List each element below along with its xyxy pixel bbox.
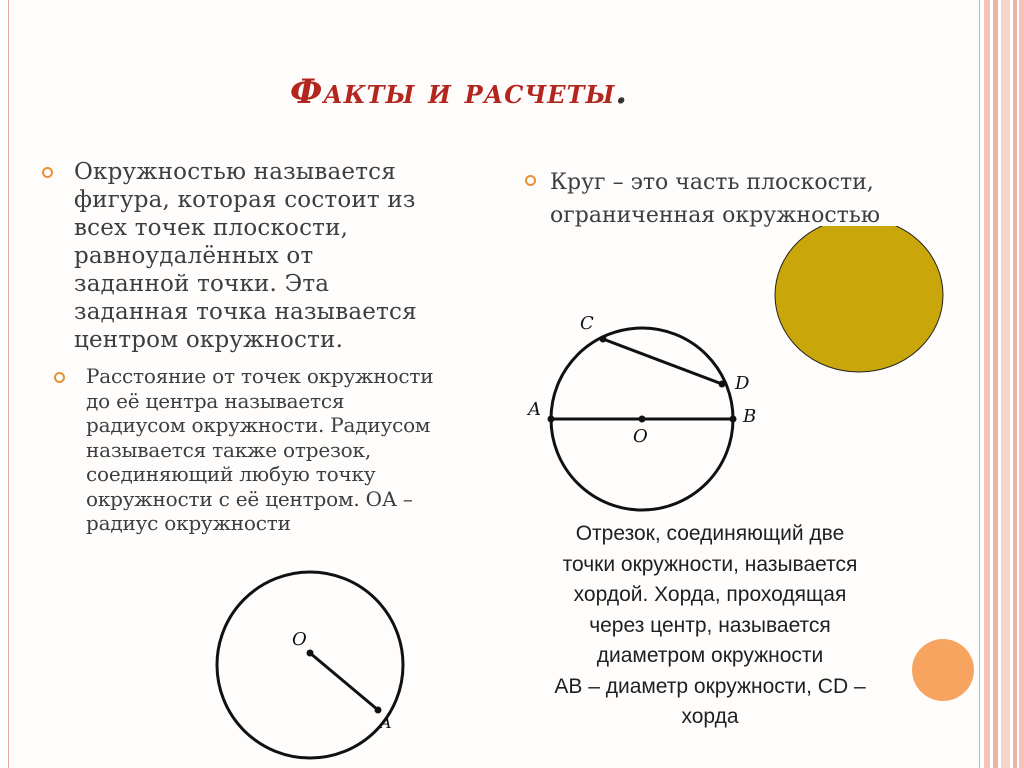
text-line: через центр, называется: [589, 613, 831, 637]
text-line: Круг – это часть плоскости,: [550, 170, 874, 195]
text-line: диаметром окружности: [596, 644, 824, 667]
text-line: точки окружности, называется: [562, 552, 858, 576]
radius-definition: [86, 364, 496, 536]
text-line: фигура, которая состоит из: [74, 187, 416, 213]
text-line: хорда: [681, 705, 739, 728]
text-line: соединяющий любую точку: [86, 462, 376, 486]
label-o: O: [633, 426, 648, 447]
text-line: заданной точки. Эта: [74, 271, 330, 297]
text-line: хордой. Хорда, проходящая: [573, 583, 847, 606]
text-line: равноудалённых от: [74, 243, 314, 269]
text-line: заданная точка называется: [74, 299, 417, 325]
decorative-stripes: [982, 0, 1024, 768]
circle-outline: [217, 572, 403, 758]
filled-disk: [775, 226, 943, 372]
text-line: ограниченная окружностью: [550, 203, 880, 228]
label-o: O: [292, 629, 307, 650]
slide-title: [290, 72, 790, 132]
label-b: B: [743, 406, 757, 427]
label-c: C: [580, 313, 594, 334]
text-line: называется также отрезок,: [86, 437, 371, 462]
decorative-orange-circle: [910, 636, 980, 706]
slide-title-dot: .: [615, 72, 629, 112]
center-o-dot: [307, 650, 314, 657]
chord-cd: [603, 339, 722, 384]
point-b-dot: [730, 416, 737, 423]
text-line: радиусом окружности. Радиусом: [86, 413, 431, 437]
point-a-dot: [548, 416, 555, 423]
point-d-dot: [719, 381, 726, 388]
slide-title-text: Факты и расчеты: [290, 72, 616, 112]
bullet-marker-circle-def: [42, 167, 53, 178]
chord-diameter-diagram: [520, 305, 770, 520]
chord-explanation: [500, 519, 920, 733]
point-c-dot: [600, 336, 607, 343]
text-line: всех точек плоскости,: [74, 215, 349, 241]
text-line: центром окружности.: [74, 327, 344, 353]
bullet-marker-radius-def: [54, 372, 65, 383]
center-o-dot: [639, 416, 646, 423]
text-line: Отрезок, соединяющий две: [575, 522, 845, 545]
text-line: окружности с её центром. ОА –: [86, 486, 413, 511]
label-a: A: [528, 399, 541, 420]
text-line: радиус окружности: [86, 511, 291, 535]
text-line: АВ – диаметр окружности, CD –: [554, 674, 866, 698]
filled-disk-figure: [770, 226, 950, 386]
text-line: Расстояние от точек окружности: [86, 364, 434, 388]
bullet-marker-disk-def: [525, 175, 536, 186]
label-a: A: [380, 713, 392, 732]
radius-oa: [310, 653, 378, 710]
disk-definition: [550, 166, 970, 232]
radius-diagram: [210, 565, 410, 765]
label-d: D: [735, 373, 750, 394]
text-line: Окружностью называется: [74, 159, 396, 185]
text-line: до её центра называется: [86, 388, 345, 413]
circle-definition: [74, 158, 474, 354]
